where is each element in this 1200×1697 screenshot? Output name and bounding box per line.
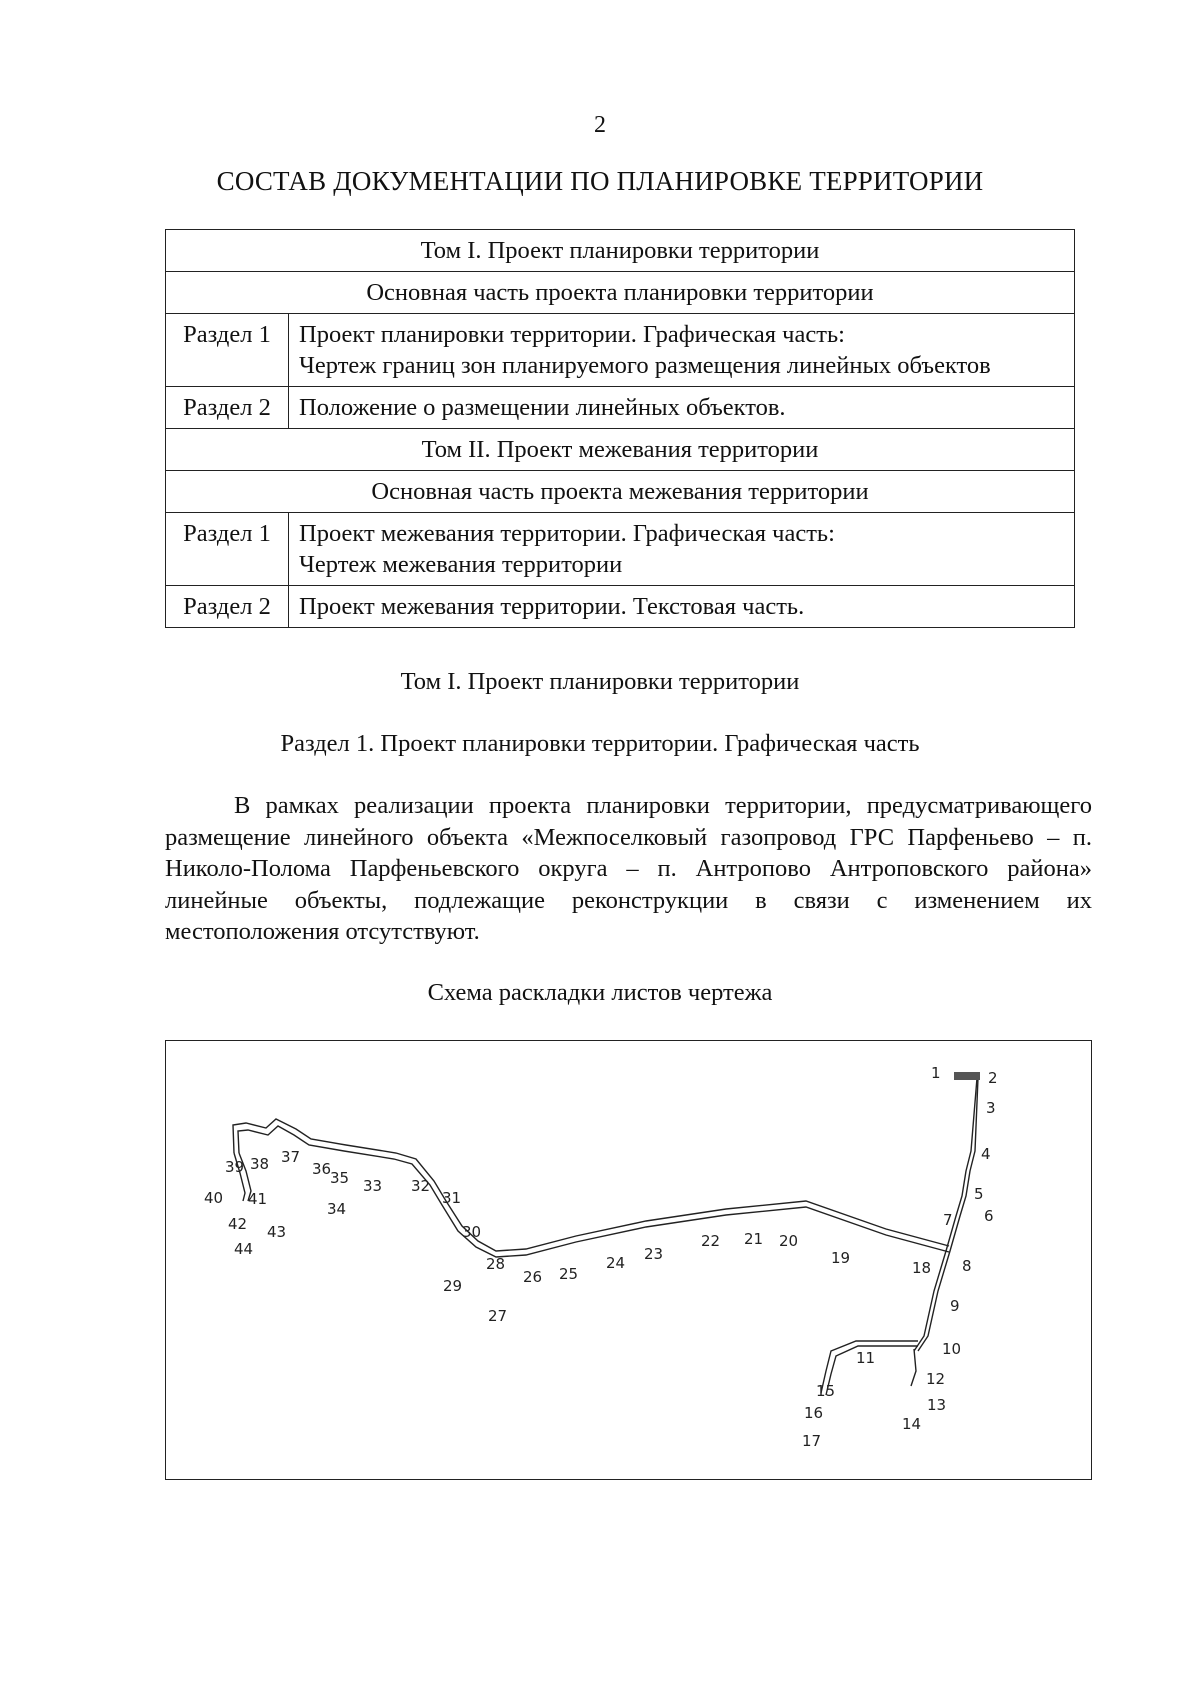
sheet-number-label: 30 [462, 1223, 482, 1241]
sheet-number-label: 44 [234, 1240, 254, 1258]
sheet-number-label: 20 [779, 1232, 799, 1250]
tom2-header: Том II. Проект межевания территории [166, 429, 1075, 471]
row-description [289, 513, 1075, 586]
body-paragraph: В рамках реализации проекта планировки территории, предусматривающего размещение линейного объекта «Межпоселковый газопровод ГРС Парфеньево – п. Николо-Полома Парфеньевского округа – п. Антропово Антроповского района» линейные объекты, подлежащие реконструкции в связи с изменением их местоположения отсутствуют. [165, 792, 1092, 945]
sheet-number-label: 16 [804, 1404, 824, 1422]
sheet-number-label: 39 [225, 1158, 245, 1176]
table-row [166, 586, 1075, 628]
table-row [166, 387, 1075, 429]
table-row [166, 230, 1075, 272]
sheet-number-label: 38 [250, 1155, 270, 1173]
pipeline-route [233, 1077, 978, 1395]
sheet-number-label: 28 [486, 1255, 506, 1273]
row-label: Раздел 1 [166, 314, 289, 387]
route-west-parallel [238, 1126, 949, 1257]
sheet-number-label: 9 [950, 1297, 960, 1315]
sheet-number-label: 19 [831, 1249, 851, 1267]
sheet-number-label: 23 [644, 1245, 664, 1263]
sheet-number-label: 14 [902, 1415, 922, 1433]
sheet-number-label: 5 [974, 1185, 984, 1203]
sheet-number-label: 43 [267, 1223, 287, 1241]
route-start-marker [954, 1072, 980, 1080]
row-line: Чертеж межевания территории [299, 551, 623, 578]
row-line: Проект межевания территории. Графическая часть: [299, 520, 835, 547]
sheet-number-label: 8 [962, 1257, 972, 1275]
sheet-number-label: 31 [442, 1189, 462, 1207]
sheet-number-label: 6 [984, 1207, 994, 1225]
row-description [289, 314, 1075, 387]
route-spur-12 [911, 1349, 916, 1386]
table-row [166, 272, 1075, 314]
contents-table [165, 229, 1075, 628]
sheet-number-label: 1 [931, 1064, 941, 1082]
sheet-number-label: 17 [802, 1432, 822, 1450]
sheet-number-label: 12 [926, 1370, 946, 1388]
scheme-drawing [166, 1041, 1093, 1481]
table-row [166, 471, 1075, 513]
sheet-number-label: 13 [927, 1396, 947, 1414]
sheet-number-label: 25 [559, 1265, 579, 1283]
sheet-number-label: 24 [606, 1254, 626, 1272]
tom1-header: Том I. Проект планировки территории [166, 230, 1075, 272]
tom2-subheader: Основная часть проекта межевания территории [166, 471, 1075, 513]
section-heading-tom: Том I. Проект планировки территории [400, 668, 800, 695]
sheet-number-label: 41 [248, 1190, 268, 1208]
sheet-number-label: 22 [701, 1232, 721, 1250]
sheet-number-label: 36 [312, 1160, 332, 1178]
sheet-number-label: 2 [988, 1069, 998, 1087]
sheet-number-label: 3 [986, 1099, 996, 1117]
sheet-number-label: 11 [856, 1349, 876, 1367]
sheet-number-label: 27 [488, 1307, 508, 1325]
section-heading-razdel: Раздел 1. Проект планировки территории. Графическая часть [280, 730, 920, 757]
sheet-number-label: 34 [327, 1200, 347, 1218]
row-line: Чертеж границ зон планируемого размещения линейных объектов [299, 352, 991, 379]
sheet-number-label: 33 [363, 1177, 383, 1195]
row-line: Проект планировки территории. Графическая часть: [299, 321, 845, 348]
table-row [166, 513, 1075, 586]
sheet-number-label: 7 [943, 1211, 953, 1229]
sheet-number-label: 29 [443, 1277, 463, 1295]
row-label: Раздел 2 [166, 387, 289, 429]
tom1-subheader: Основная часть проекта планировки территории [166, 272, 1075, 314]
sheet-number-label: 21 [744, 1230, 764, 1248]
sheet-number-label: 15 [816, 1382, 836, 1400]
scheme-title: Схема раскладки листов чертежа [427, 979, 773, 1006]
sheet-number-label: 35 [330, 1169, 350, 1187]
sheet-layout-scheme [165, 1040, 1092, 1480]
page-title: СОСТАВ ДОКУМЕНТАЦИИ ПО ПЛАНИРОВКЕ ТЕРРИТОРИИ [216, 166, 984, 196]
row-label: Раздел 1 [166, 513, 289, 586]
sheet-number-label: 10 [942, 1340, 962, 1358]
row-description: Положение о размещении линейных объектов. [289, 387, 1075, 429]
sheet-number-label: 40 [204, 1189, 224, 1207]
sheet-number-label: 4 [981, 1145, 991, 1163]
sheet-number-label: 32 [411, 1177, 431, 1195]
table-row [166, 314, 1075, 387]
sheet-number-label: 18 [912, 1259, 932, 1277]
table-row [166, 429, 1075, 471]
sheet-number-label: 37 [281, 1148, 301, 1166]
page-number: 2 [594, 112, 606, 138]
row-description: Проект межевания территории. Текстовая часть. [289, 586, 1075, 628]
sheet-number-label: 26 [523, 1268, 543, 1286]
row-label: Раздел 2 [166, 586, 289, 628]
sheet-number-label: 42 [228, 1215, 248, 1233]
